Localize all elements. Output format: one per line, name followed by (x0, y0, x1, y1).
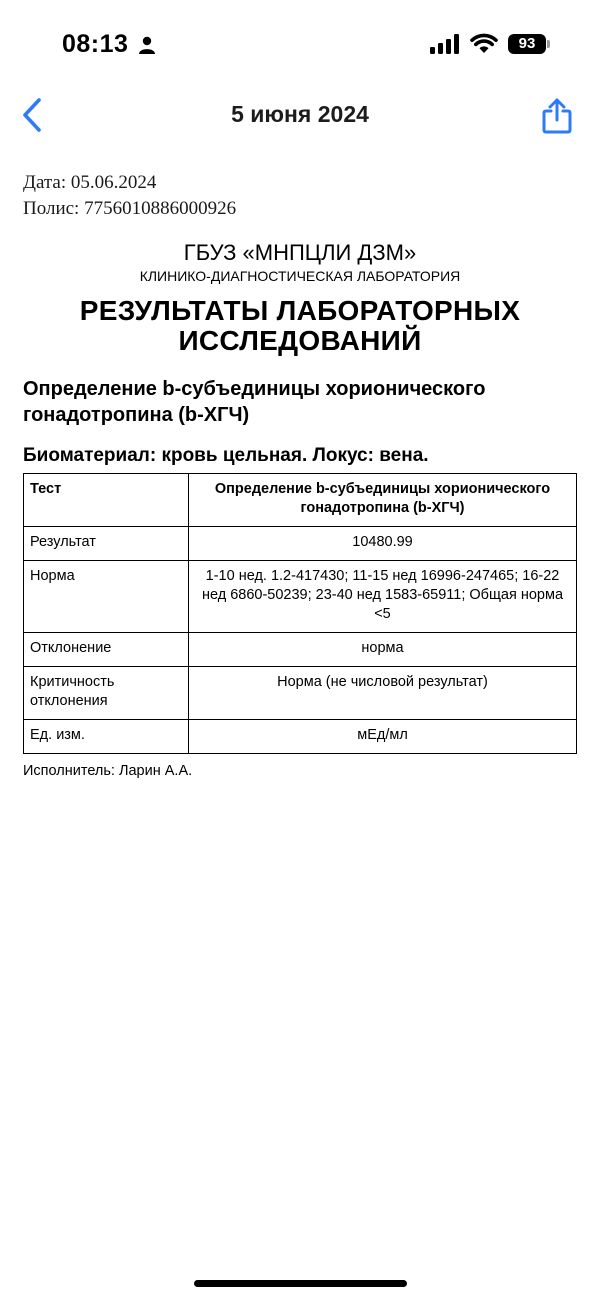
laboratory-name: КЛИНИКО-ДИАГНОСТИЧЕСКАЯ ЛАБОРАТОРИЯ (139, 268, 461, 284)
status-bar (0, 0, 600, 90)
cellular-signal-icon (430, 34, 462, 54)
row-label: Тест (24, 474, 189, 527)
test-name: Определение b-субъединицы хорионического гонадотропина (b-ХГЧ) (23, 378, 486, 426)
battery-level: 93 (518, 35, 536, 52)
table-row (24, 527, 577, 561)
row-value: 10480.99 (189, 527, 577, 561)
battery-indicator (508, 34, 546, 54)
report-title: РЕЗУЛЬТАТЫ ЛАБОРАТОРНЫХ ИССЛЕДОВАНИЙ (79, 295, 521, 356)
home-indicator[interactable] (194, 1280, 407, 1287)
row-label: Отклонение (24, 633, 189, 667)
row-value: мЕд/мл (189, 720, 577, 754)
row-value: Определение b-субъединицы хорионического гонадотропина (b-ХГЧ) (189, 474, 577, 527)
share-icon[interactable] (540, 97, 574, 135)
table-row (24, 561, 577, 633)
lab-report-document (23, 170, 577, 781)
row-value: Норма (не числовой результат) (189, 667, 577, 720)
table-row (24, 633, 577, 667)
table-row (24, 474, 577, 527)
battery-cap (547, 40, 550, 48)
row-label: Критичность отклонения (24, 667, 189, 720)
nav-title: 5 июня 2024 (231, 101, 369, 127)
row-label: Ед. изм. (24, 720, 189, 754)
biomaterial-info: Биоматериал: кровь цельная. Локус: вена. (23, 445, 429, 466)
status-time: 08:13 (62, 30, 129, 58)
report-date: Дата: 05.06.2024 (23, 172, 157, 193)
wifi-icon (470, 32, 498, 54)
row-value: 1-10 нед. 1.2-417430; 11-15 нед 16996-247465; 16-22 нед 6860-50239; 23-40 нед 1583-65911; Общая норма <5 (189, 561, 577, 633)
row-label: Норма (24, 561, 189, 633)
executor: Исполнитель: Ларин А.А. (23, 763, 193, 779)
row-value: норма (189, 633, 577, 667)
results-table (23, 473, 577, 754)
table-row (24, 720, 577, 754)
policy-number: Полис: 7756010886000926 (23, 198, 237, 219)
person-icon (138, 36, 156, 54)
table-row (24, 667, 577, 720)
organization-name: ГБУЗ «МНПЦЛИ ДЗМ» (183, 240, 417, 265)
row-label: Результат (24, 527, 189, 561)
